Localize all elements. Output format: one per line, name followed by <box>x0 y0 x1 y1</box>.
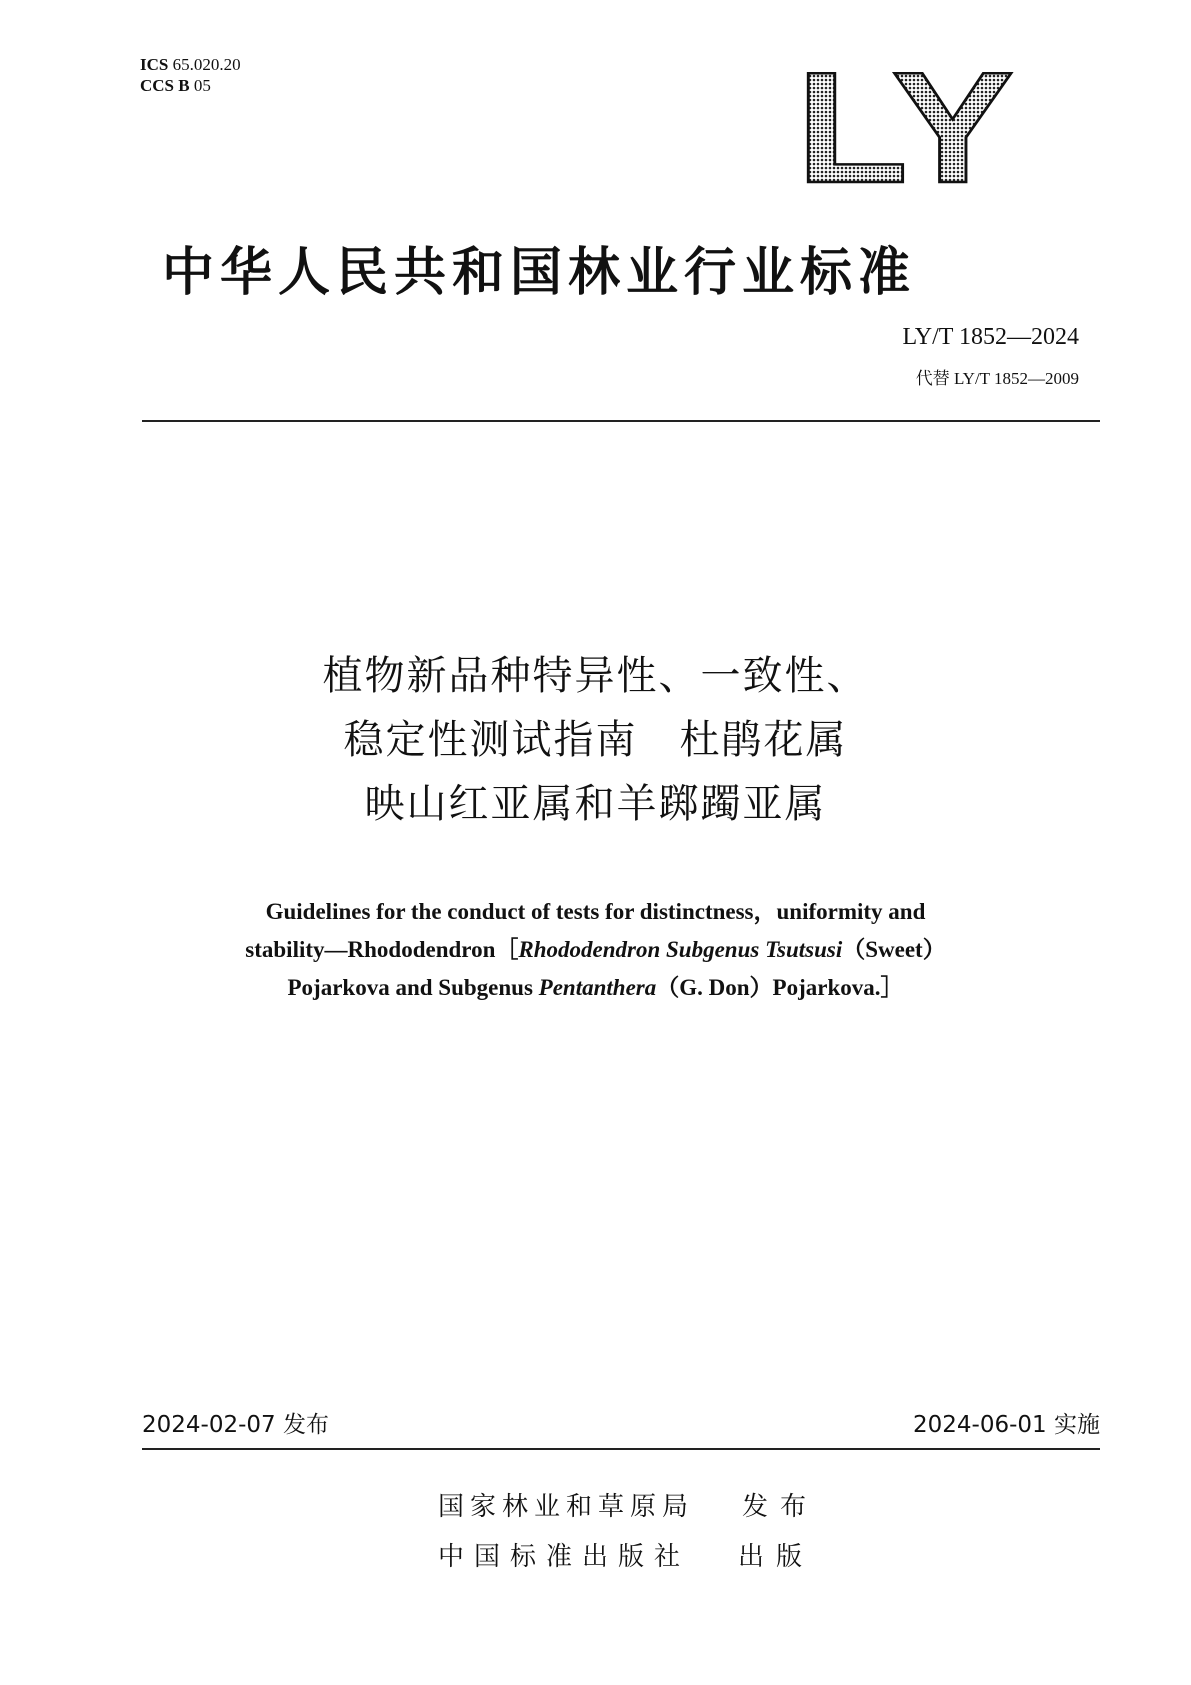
chinese-title-line: 映山红亚属和羊踯躅亚属 <box>364 781 827 827</box>
issuer-row <box>438 1482 818 1532</box>
publisher-org: 中国标准出版社 <box>438 1542 691 1572</box>
publisher-row <box>438 1532 818 1582</box>
chinese-title-line: 稳定性测试指南 杜鹃花属 <box>343 717 848 763</box>
ccs-code: CCS B 05 <box>140 76 211 95</box>
publisher-action: 出版 <box>738 1542 815 1572</box>
issuer-org: 国家林业和草原局 <box>438 1492 695 1522</box>
issue-date: 2024-02-07 发布 <box>142 1412 329 1438</box>
classification-codes <box>140 54 241 96</box>
replaces-standard: 代替 LY/T 1852—2009 <box>915 369 1079 388</box>
chinese-title <box>0 644 1191 836</box>
issuer-action: 发布 <box>742 1492 819 1522</box>
bottom-divider <box>142 1448 1100 1450</box>
org-title: 中华人民共和国林业行业标准 <box>162 243 917 303</box>
ly-logo-text: LY <box>796 62 1014 190</box>
english-title-line: Guidelines for the conduct of tests for distinctness，uniformity and <box>265 899 926 924</box>
chinese-title-line: 植物新品种特异性、一致性、 <box>322 653 869 699</box>
implementation-date: 2024-06-01 实施 <box>913 1412 1100 1438</box>
top-divider <box>142 420 1100 422</box>
standard-number: LY/T 1852—2024 <box>902 324 1079 350</box>
english-title <box>0 893 1191 1007</box>
english-title-line: stability—Rhododendron［Rhododendron Subgenus Tsutsusi（Sweet） <box>245 937 946 962</box>
ly-logo <box>796 62 1016 190</box>
issuer-block <box>438 1482 818 1582</box>
ics-code: ICS 65.020.20 <box>140 55 241 74</box>
english-title-line: Pojarkova and Subgenus Pentanthera（G. Don）Pojarkova.］ <box>287 975 904 1000</box>
